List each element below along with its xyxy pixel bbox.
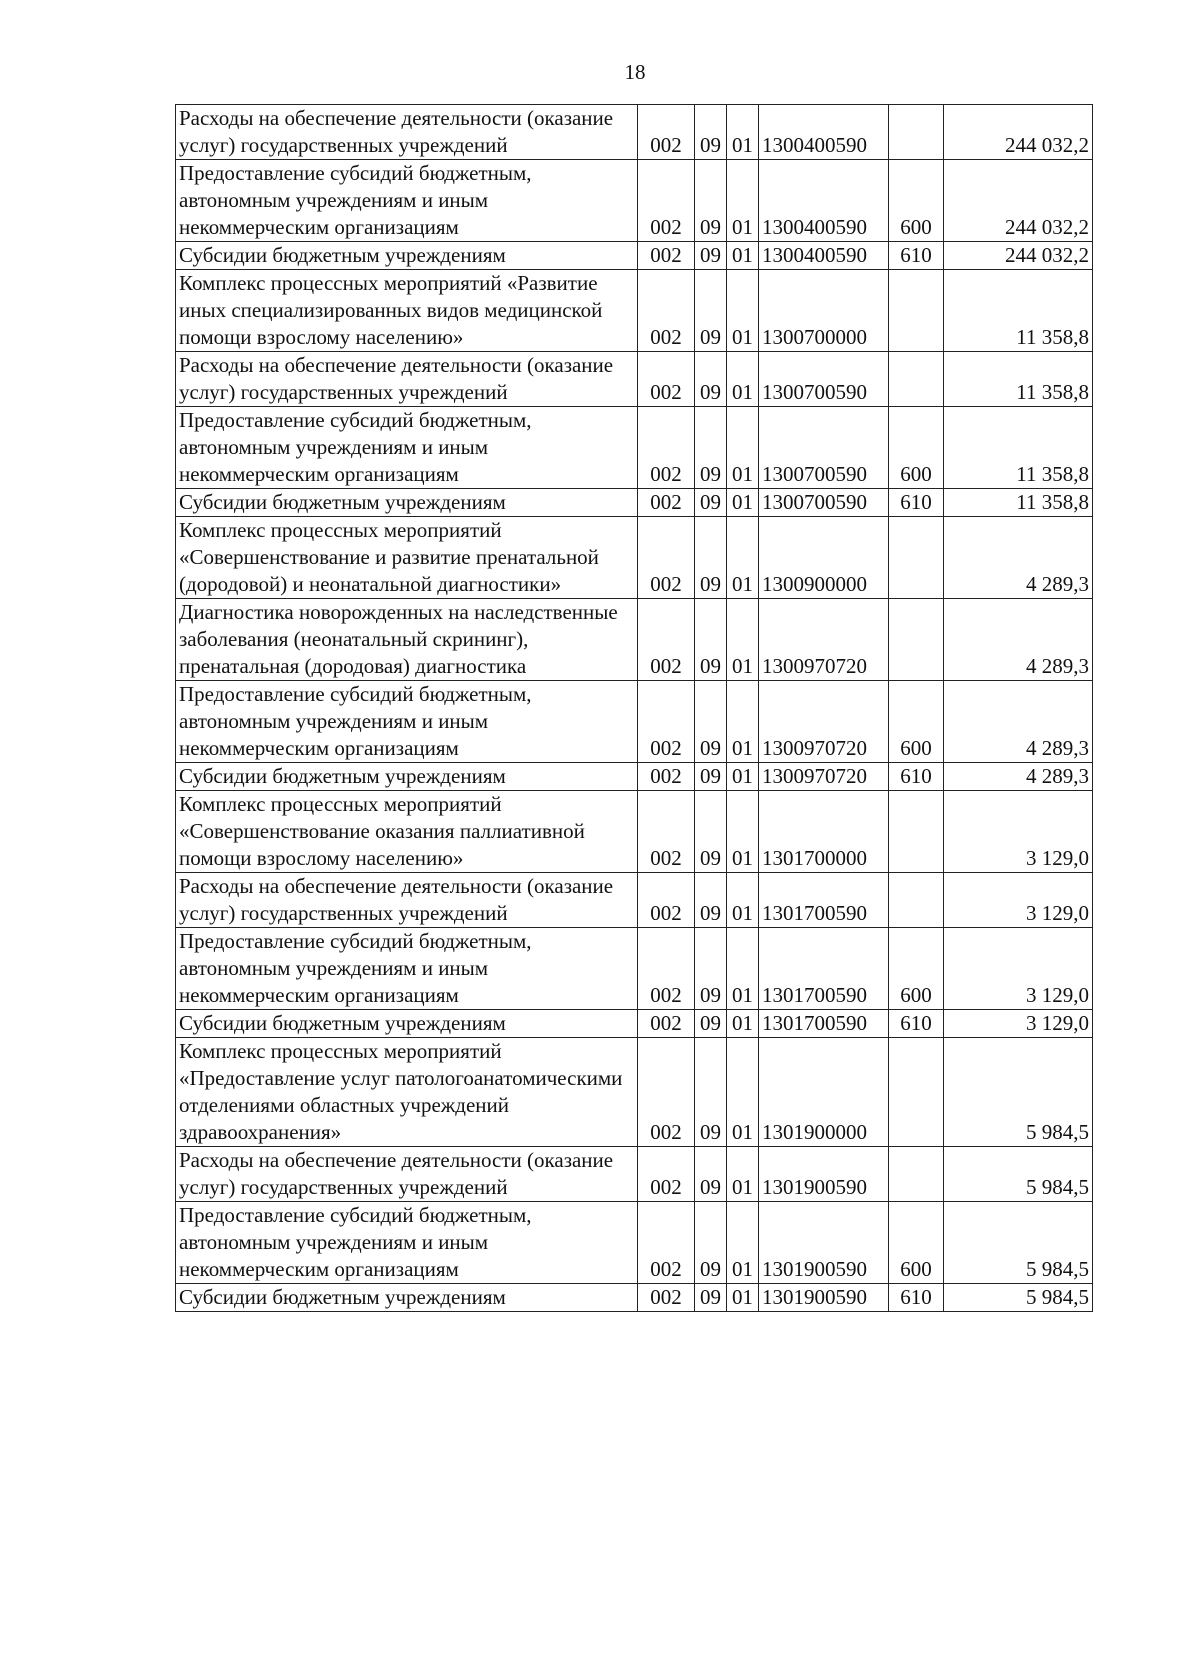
section-code-cell: 09: [695, 1284, 727, 1312]
subsection-code-cell: 01: [727, 928, 759, 1010]
expense-name-cell: Субсидии бюджетным учреждениям: [176, 242, 638, 270]
table-row: [176, 517, 1093, 599]
amount-cell: 11 358,8: [944, 407, 1093, 489]
subsection-code-cell: 01: [727, 242, 759, 270]
amount-cell: 3 129,0: [944, 791, 1093, 873]
table-row: [176, 681, 1093, 763]
expense-type-code-cell: [889, 352, 944, 407]
target-article-code-cell: 1300970720: [759, 599, 889, 681]
section-code-cell: 09: [695, 517, 727, 599]
subsection-code-cell: 01: [727, 160, 759, 242]
amount-cell: 11 358,8: [944, 352, 1093, 407]
section-code-cell: 09: [695, 763, 727, 791]
subsection-code-cell: 01: [727, 873, 759, 928]
amount-cell: 244 032,2: [944, 160, 1093, 242]
expense-type-code-cell: 600: [889, 681, 944, 763]
section-code-cell: 09: [695, 681, 727, 763]
target-article-code-cell: 1301700590: [759, 1010, 889, 1038]
expense-name-cell: Субсидии бюджетным учреждениям: [176, 489, 638, 517]
expense-type-code-cell: [889, 599, 944, 681]
table-row: [176, 763, 1093, 791]
expense-name-cell: Диагностика новорожденных на наследственные заболевания (неонатальный скрининг), пренатальная (дородовая) диагностика: [176, 599, 638, 681]
section-code-cell: 09: [695, 105, 727, 160]
ministry-code-cell: 002: [638, 1284, 695, 1312]
section-code-cell: 09: [695, 1010, 727, 1038]
expense-name-cell: Предоставление субсидий бюджетным, автономным учреждениям и иным некоммерческим организациям: [176, 1202, 638, 1284]
expense-type-code-cell: 600: [889, 1202, 944, 1284]
target-article-code-cell: 1301700000: [759, 791, 889, 873]
amount-cell: 244 032,2: [944, 242, 1093, 270]
expense-type-code-cell: [889, 791, 944, 873]
subsection-code-cell: 01: [727, 1147, 759, 1202]
ministry-code-cell: 002: [638, 1010, 695, 1038]
amount-cell: 244 032,2: [944, 105, 1093, 160]
table-row: [176, 160, 1093, 242]
target-article-code-cell: 1300700590: [759, 489, 889, 517]
target-article-code-cell: 1300970720: [759, 763, 889, 791]
target-article-code-cell: 1301900590: [759, 1202, 889, 1284]
subsection-code-cell: 01: [727, 1202, 759, 1284]
subsection-code-cell: 01: [727, 763, 759, 791]
table-row: [176, 599, 1093, 681]
section-code-cell: 09: [695, 928, 727, 1010]
expense-type-code-cell: [889, 1038, 944, 1147]
target-article-code-cell: 1300900000: [759, 517, 889, 599]
amount-cell: 4 289,3: [944, 517, 1093, 599]
ministry-code-cell: 002: [638, 407, 695, 489]
section-code-cell: 09: [695, 873, 727, 928]
target-article-code-cell: 1300700000: [759, 270, 889, 352]
expense-type-code-cell: [889, 517, 944, 599]
expense-name-cell: Расходы на обеспечение деятельности (оказание услуг) государственных учреждений: [176, 352, 638, 407]
amount-cell: 5 984,5: [944, 1147, 1093, 1202]
expense-name-cell: Предоставление субсидий бюджетным, автономным учреждениям и иным некоммерческим организациям: [176, 407, 638, 489]
expense-name-cell: Субсидии бюджетным учреждениям: [176, 1284, 638, 1312]
target-article-code-cell: 1301700590: [759, 928, 889, 1010]
ministry-code-cell: 002: [638, 160, 695, 242]
target-article-code-cell: 1301700590: [759, 873, 889, 928]
expense-name-cell: Субсидии бюджетным учреждениям: [176, 763, 638, 791]
section-code-cell: 09: [695, 160, 727, 242]
ministry-code-cell: 002: [638, 489, 695, 517]
table-row: [176, 352, 1093, 407]
section-code-cell: 09: [695, 1038, 727, 1147]
section-code-cell: 09: [695, 791, 727, 873]
expense-name-cell: Расходы на обеспечение деятельности (оказание услуг) государственных учреждений: [176, 105, 638, 160]
ministry-code-cell: 002: [638, 681, 695, 763]
amount-cell: 11 358,8: [944, 270, 1093, 352]
subsection-code-cell: 01: [727, 352, 759, 407]
table-row: [176, 873, 1093, 928]
expense-name-cell: Предоставление субсидий бюджетным, автономным учреждениям и иным некоммерческим организациям: [176, 681, 638, 763]
expense-type-code-cell: 600: [889, 928, 944, 1010]
subsection-code-cell: 01: [727, 1038, 759, 1147]
table-row: [176, 928, 1093, 1010]
subsection-code-cell: 01: [727, 105, 759, 160]
target-article-code-cell: 1300700590: [759, 407, 889, 489]
subsection-code-cell: 01: [727, 599, 759, 681]
target-article-code-cell: 1301900590: [759, 1147, 889, 1202]
table-row: [176, 1038, 1093, 1147]
section-code-cell: 09: [695, 599, 727, 681]
section-code-cell: 09: [695, 407, 727, 489]
expense-name-cell: Расходы на обеспечение деятельности (оказание услуг) государственных учреждений: [176, 873, 638, 928]
target-article-code-cell: 1300400590: [759, 105, 889, 160]
table-row: [176, 1147, 1093, 1202]
expense-name-cell: Комплекс процессных мероприятий «Совершенствование оказания паллиативной помощи взрослому населению»: [176, 791, 638, 873]
expense-type-code-cell: 600: [889, 160, 944, 242]
ministry-code-cell: 002: [638, 763, 695, 791]
subsection-code-cell: 01: [727, 1010, 759, 1038]
ministry-code-cell: 002: [638, 105, 695, 160]
table-row: [176, 489, 1093, 517]
ministry-code-cell: 002: [638, 352, 695, 407]
table-row: [176, 791, 1093, 873]
page-number: 18: [624, 60, 646, 84]
amount-cell: 3 129,0: [944, 1010, 1093, 1038]
table-row: [176, 1010, 1093, 1038]
amount-cell: 5 984,5: [944, 1202, 1093, 1284]
expense-type-code-cell: 610: [889, 763, 944, 791]
subsection-code-cell: 01: [727, 791, 759, 873]
expense-name-cell: Расходы на обеспечение деятельности (оказание услуг) государственных учреждений: [176, 1147, 638, 1202]
section-code-cell: 09: [695, 270, 727, 352]
expense-name-cell: Предоставление субсидий бюджетным, автономным учреждениям и иным некоммерческим организациям: [176, 928, 638, 1010]
target-article-code-cell: 1301900000: [759, 1038, 889, 1147]
table-row: [176, 270, 1093, 352]
target-article-code-cell: 1300970720: [759, 681, 889, 763]
table-row: [176, 1284, 1093, 1312]
expense-type-code-cell: [889, 1147, 944, 1202]
table-row: [176, 242, 1093, 270]
table-row: [176, 407, 1093, 489]
expense-type-code-cell: 610: [889, 1284, 944, 1312]
amount-cell: 3 129,0: [944, 928, 1093, 1010]
section-code-cell: 09: [695, 1202, 727, 1284]
expense-name-cell: Комплекс процессных мероприятий «Предоставление услуг патологоанатомическими отделениями областных учреждений здравоохранения»: [176, 1038, 638, 1147]
target-article-code-cell: 1300700590: [759, 352, 889, 407]
ministry-code-cell: 002: [638, 928, 695, 1010]
ministry-code-cell: 002: [638, 1038, 695, 1147]
expense-type-code-cell: 610: [889, 489, 944, 517]
amount-cell: 5 984,5: [944, 1038, 1093, 1147]
subsection-code-cell: 01: [727, 1284, 759, 1312]
expense-type-code-cell: 600: [889, 407, 944, 489]
ministry-code-cell: 002: [638, 270, 695, 352]
expense-type-code-cell: [889, 105, 944, 160]
target-article-code-cell: 1300400590: [759, 242, 889, 270]
budget-table-body: [176, 105, 1093, 1312]
expense-type-code-cell: 610: [889, 1010, 944, 1038]
ministry-code-cell: 002: [638, 791, 695, 873]
subsection-code-cell: 01: [727, 270, 759, 352]
amount-cell: 3 129,0: [944, 873, 1093, 928]
expense-name-cell: Предоставление субсидий бюджетным, автономным учреждениям и иным некоммерческим организациям: [176, 160, 638, 242]
section-code-cell: 09: [695, 242, 727, 270]
ministry-code-cell: 002: [638, 1147, 695, 1202]
target-article-code-cell: 1300400590: [759, 160, 889, 242]
expense-name-cell: Комплекс процессных мероприятий «Развитие иных специализированных видов медицинской помощи взрослому населению»: [176, 270, 638, 352]
table-row: [176, 105, 1093, 160]
expense-type-code-cell: 610: [889, 242, 944, 270]
subsection-code-cell: 01: [727, 681, 759, 763]
expense-type-code-cell: [889, 270, 944, 352]
ministry-code-cell: 002: [638, 517, 695, 599]
expense-name-cell: Комплекс процессных мероприятий «Совершенствование и развитие пренатальной (дородовой) и неонатальной диагностики»: [176, 517, 638, 599]
target-article-code-cell: 1301900590: [759, 1284, 889, 1312]
table-row: [176, 1202, 1093, 1284]
amount-cell: 5 984,5: [944, 1284, 1093, 1312]
amount-cell: 4 289,3: [944, 599, 1093, 681]
section-code-cell: 09: [695, 352, 727, 407]
amount-cell: 4 289,3: [944, 763, 1093, 791]
budget-table: [175, 104, 1093, 1312]
amount-cell: 11 358,8: [944, 489, 1093, 517]
subsection-code-cell: 01: [727, 489, 759, 517]
ministry-code-cell: 002: [638, 599, 695, 681]
ministry-code-cell: 002: [638, 873, 695, 928]
expense-type-code-cell: [889, 873, 944, 928]
expense-name-cell: Субсидии бюджетным учреждениям: [176, 1010, 638, 1038]
amount-cell: 4 289,3: [944, 681, 1093, 763]
subsection-code-cell: 01: [727, 517, 759, 599]
ministry-code-cell: 002: [638, 242, 695, 270]
section-code-cell: 09: [695, 1147, 727, 1202]
section-code-cell: 09: [695, 489, 727, 517]
subsection-code-cell: 01: [727, 407, 759, 489]
ministry-code-cell: 002: [638, 1202, 695, 1284]
